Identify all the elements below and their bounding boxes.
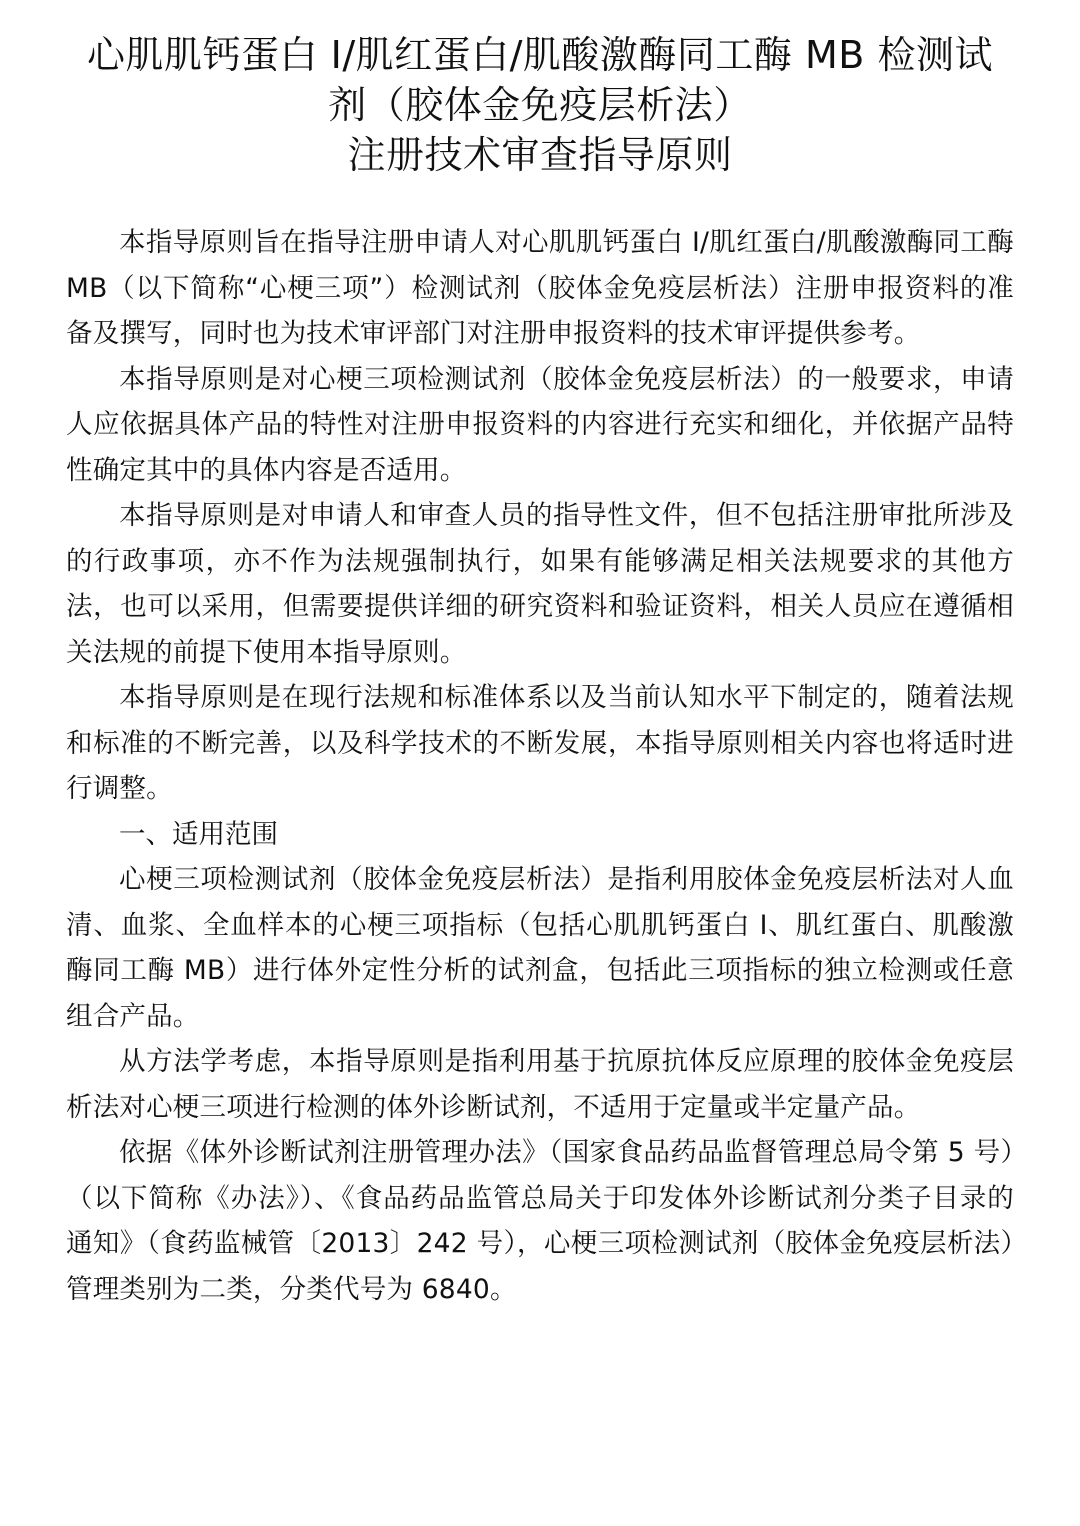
title-line-1: 心肌肌钙蛋白 I/肌红蛋白/肌酸激酶同工酶 MB 检测试 bbox=[87, 33, 993, 77]
paragraph-general-requirements: 本指导原则是对心梗三项检测试剂（胶体金免疫层析法）的一般要求，申请人应依据具体产品的特性对注册申报资料的内容进行充实和细化，并依据产品特性确定其中的具体内容是否适用。 bbox=[66, 363, 1014, 486]
document-body bbox=[66, 220, 1014, 1312]
section-heading-scope: 一、适用范围 bbox=[119, 818, 278, 850]
title-line-3: 注册技术审查指导原则 bbox=[347, 133, 733, 177]
paragraph-purpose: 本指导原则旨在指导注册申请人对心肌肌钙蛋白 I/肌红蛋白/肌酸激酶同工酶 MB（以下简称“心梗三项”）检测试剂（胶体金免疫层析法）注册申报资料的准备及撰写，同时也为技术审评部门对注册申报资料的技术审评提供参考。 bbox=[66, 227, 1014, 349]
paragraph-guidance-nature: 本指导原则是对申请人和审查人员的指导性文件，但不包括注册审批所涉及的行政事项，亦不作为法规强制执行，如果有能够满足相关法规要求的其他方法，也可以采用，但需要提供详细的研究资料和验证资料，相关人员应在遵循相关法规的前提下使用本指导原则。 bbox=[66, 500, 1014, 668]
document-title bbox=[66, 30, 1014, 180]
paragraph-scope-definition: 心梗三项检测试剂（胶体金免疫层析法）是指利用胶体金免疫层析法对人血清、血浆、全血样本的心梗三项指标（包括心肌肌钙蛋白 I、肌红蛋白、肌酸激酶同工酶 MB）进行体外定性分析的试剂盒，包括此三项指标的独立检测或任意组合产品。 bbox=[66, 864, 1014, 1032]
paragraph-adjustment: 本指导原则是在现行法规和标准体系以及当前认知水平下制定的，随着法规和标准的不断完善，以及科学技术的不断发展，本指导原则相关内容也将适时进行调整。 bbox=[66, 682, 1014, 804]
title-line-2: 剂（胶体金免疫层析法） bbox=[328, 83, 752, 127]
paragraph-classification: 依据《体外诊断试剂注册管理办法》（国家食品药品监督管理总局令第 5 号）（以下简称《办法》）、《食品药品监管总局关于印发体外诊断试剂分类子目录的通知》（食药监械管〔2013〕242 号），心梗三项检测试剂（胶体金免疫层析法）管理类别为二类，分类代号为 6840。 bbox=[66, 1137, 1014, 1305]
paragraph-methodology: 从方法学考虑，本指导原则是指利用基于抗原抗体反应原理的胶体金免疫层析法对心梗三项进行检测的体外诊断试剂，不适用于定量或半定量产品。 bbox=[66, 1046, 1014, 1123]
